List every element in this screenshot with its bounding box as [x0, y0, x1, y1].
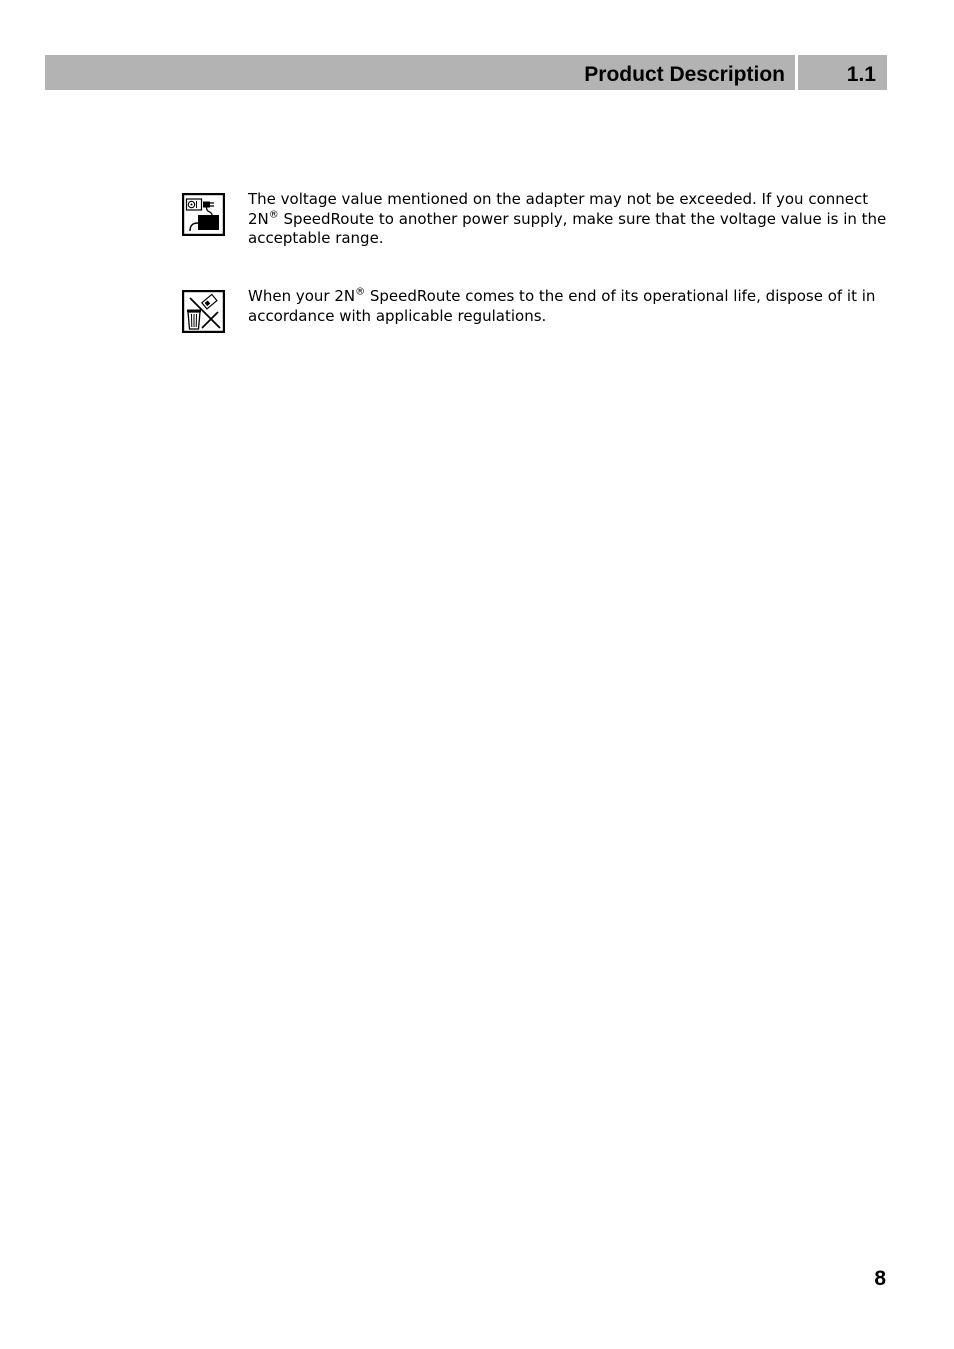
disposal-bin-icon [182, 290, 225, 333]
page-title: Product Description [584, 63, 785, 86]
power-adapter-icon [182, 193, 225, 236]
section-number: 1.1 [846, 63, 876, 86]
header-title-bar [45, 55, 795, 90]
header-section-box [798, 55, 887, 90]
note-voltage-text: The voltage value mentioned on the adapter may not be exceeded. If you connect 2N® SpeedRoute to another power supply, make sure that the voltage value is in the acceptable range. [248, 190, 887, 247]
note-disposal-text: When your 2N® SpeedRoute comes to the end of its operational life, dispose of it in accordance with applicable regulations. [248, 286, 876, 325]
page-number: 8 [874, 1267, 886, 1290]
